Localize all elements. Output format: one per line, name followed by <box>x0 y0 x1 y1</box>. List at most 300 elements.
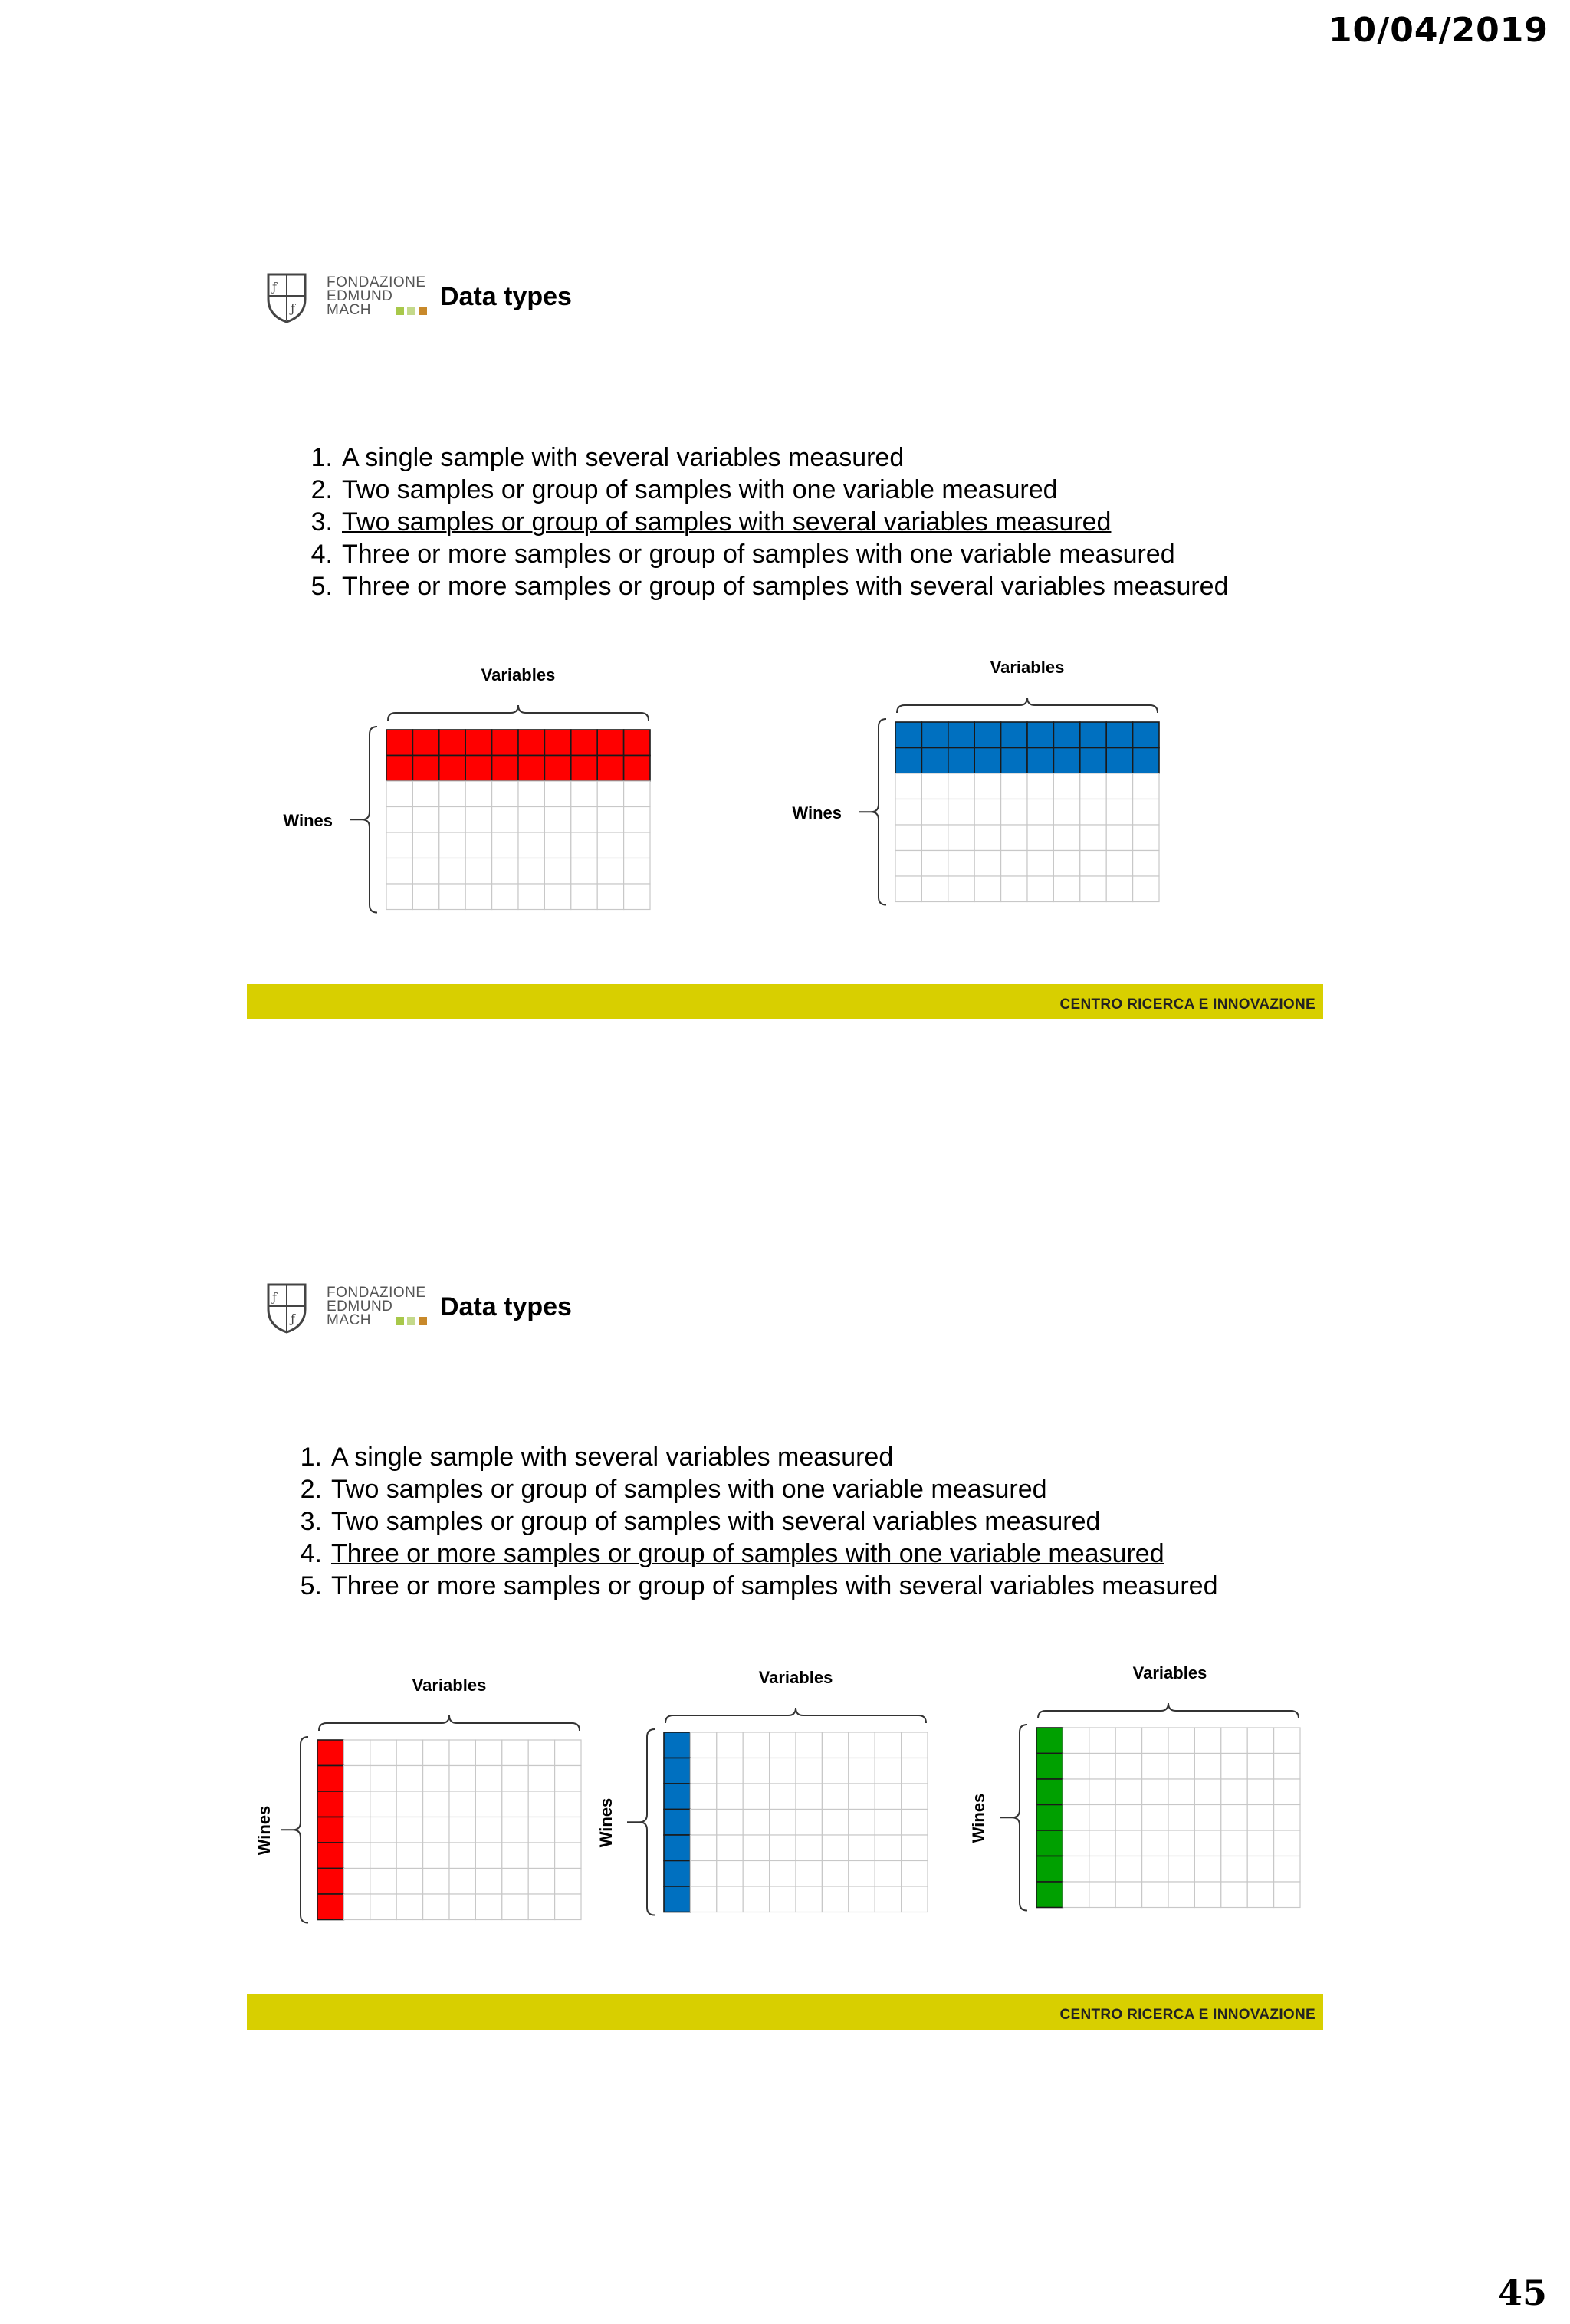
matrix-cell <box>528 1740 554 1766</box>
matrix-cell <box>370 1791 396 1817</box>
matrix-cell-filled <box>412 756 438 782</box>
matrix-cell <box>544 858 570 885</box>
matrix-cell <box>555 1843 581 1869</box>
matrix-cell <box>1168 1805 1194 1831</box>
matrix-cell <box>1194 1728 1220 1754</box>
matrix-cell <box>1089 1882 1115 1908</box>
wines-label: Wines <box>283 811 333 830</box>
footer-bar <box>247 1994 1323 2030</box>
variables-label: Variables <box>1132 1663 1207 1682</box>
matrix-cell <box>1274 1728 1300 1754</box>
matrix-cell-filled <box>317 1894 343 1920</box>
matrix-cell <box>1115 1882 1141 1908</box>
matrix-cell <box>555 1869 581 1895</box>
matrix-cell <box>449 1791 475 1817</box>
matrix-cell-filled <box>1080 748 1106 774</box>
matrix-cell <box>1106 851 1132 877</box>
matrix-cell-filled <box>664 1886 690 1912</box>
matrix-cell <box>1194 1805 1220 1831</box>
matrix-cell-filled <box>1001 722 1027 748</box>
matrix-cell <box>502 1817 528 1843</box>
matrix-cell-filled <box>664 1810 690 1836</box>
matrix-cell <box>1063 1779 1089 1805</box>
matrix-cell <box>343 1791 370 1817</box>
matrix-cell <box>1053 825 1079 851</box>
matrix-cell <box>1080 825 1106 851</box>
matrix-cell <box>343 1817 370 1843</box>
matrix-cell-filled <box>664 1732 690 1758</box>
matrix-cell <box>822 1861 848 1887</box>
matrix-cell <box>796 1810 822 1836</box>
matrix-cell <box>571 884 597 910</box>
matrix-cell <box>528 1894 554 1920</box>
matrix-cell <box>1115 1754 1141 1780</box>
matrix-cell <box>743 1810 769 1836</box>
slide-2-diagrams <box>247 1257 1323 2070</box>
matrix-cell-filled <box>492 756 518 782</box>
matrix-cell <box>439 858 465 885</box>
matrix-cell-filled <box>317 1869 343 1895</box>
list-item: 5. Three or more samples or group of samples with several variables measured <box>310 572 1229 601</box>
wines-brace <box>639 1729 655 1915</box>
matrix-cell <box>544 807 570 833</box>
matrix-cell <box>822 1784 848 1810</box>
matrix-cell <box>849 1861 875 1887</box>
svg-text:ƒ: ƒ <box>291 301 295 316</box>
list-item: 4. Three or more samples or group of samples with one variable measured <box>310 540 1175 569</box>
matrix-cell <box>528 1766 554 1792</box>
matrix-cell <box>544 781 570 807</box>
matrix-cell <box>690 1758 716 1784</box>
matrix-cell <box>502 1843 528 1869</box>
matrix-cell <box>1133 876 1159 902</box>
matrix-cell-filled <box>317 1766 343 1792</box>
matrix-cell <box>717 1835 743 1861</box>
matrix-cell <box>1001 876 1027 902</box>
matrix-cell <box>1142 1754 1168 1780</box>
matrix-cell <box>1115 1728 1141 1754</box>
matrix-cell <box>1106 799 1132 826</box>
matrix-cell-filled <box>571 756 597 782</box>
matrix-cell <box>1142 1779 1168 1805</box>
matrix-cell <box>948 773 974 799</box>
matrix-cell-filled <box>895 748 921 774</box>
matrix-cell <box>1001 773 1027 799</box>
matrix-cell <box>624 858 650 885</box>
matrix-cell <box>370 1766 396 1792</box>
matrix-cell <box>1221 1882 1247 1908</box>
matrix-cell <box>796 1784 822 1810</box>
matrix-cell-filled <box>1036 1779 1063 1805</box>
matrix-cell <box>1001 799 1027 826</box>
matrix-cell <box>796 1861 822 1887</box>
matrix-cell <box>396 1791 422 1817</box>
matrix-cell <box>423 1766 449 1792</box>
matrix-cell <box>449 1766 475 1792</box>
matrix-cell-filled <box>1036 1830 1063 1856</box>
matrix-cell <box>370 1894 396 1920</box>
matrix-cell-filled <box>1036 1754 1063 1780</box>
matrix-cell <box>895 876 921 902</box>
matrix-cell <box>1142 1830 1168 1856</box>
matrix-cell <box>822 1886 848 1912</box>
matrix-cell <box>1063 1882 1089 1908</box>
data-matrix-blue-column <box>627 1708 928 1915</box>
matrix-cell <box>1221 1830 1247 1856</box>
matrix-cell <box>1142 1805 1168 1831</box>
matrix-cell-filled <box>317 1843 343 1869</box>
matrix-cell <box>423 1894 449 1920</box>
matrix-cell <box>449 1817 475 1843</box>
matrix-cell <box>1089 1805 1115 1831</box>
matrix-cell <box>895 851 921 877</box>
matrix-cell <box>492 807 518 833</box>
matrix-cell <box>770 1886 796 1912</box>
matrix-cell <box>492 858 518 885</box>
wines-label: Wines <box>792 803 842 822</box>
matrix-cell <box>423 1791 449 1817</box>
matrix-cell <box>370 1869 396 1895</box>
matrix-cell <box>1142 1728 1168 1754</box>
matrix-cell <box>902 1732 928 1758</box>
matrix-cell <box>1063 1805 1089 1831</box>
matrix-cell <box>386 832 412 858</box>
matrix-cell <box>1247 1882 1273 1908</box>
page-date: 10/04/2019 <box>1328 11 1549 50</box>
matrix-cell-filled <box>664 1758 690 1784</box>
matrix-cell <box>465 858 491 885</box>
matrix-cell <box>475 1740 501 1766</box>
matrix-cell-filled <box>544 756 570 782</box>
matrix-cell-filled <box>1036 1805 1063 1831</box>
matrix-cell <box>475 1869 501 1895</box>
matrix-cell <box>770 1784 796 1810</box>
matrix-cell-filled <box>317 1817 343 1843</box>
matrix-cell <box>555 1791 581 1817</box>
matrix-cell <box>902 1861 928 1887</box>
matrix-cell-filled <box>1036 1856 1063 1883</box>
list-item: 1. A single sample with several variables measured <box>300 1443 894 1472</box>
matrix-cell-filled <box>1053 722 1079 748</box>
matrix-cell <box>439 832 465 858</box>
matrix-cell <box>1194 1779 1220 1805</box>
variables-brace <box>665 1708 926 1723</box>
matrix-cell <box>770 1758 796 1784</box>
matrix-cell <box>597 884 623 910</box>
matrix-cell <box>396 1843 422 1869</box>
matrix-cell <box>1168 1882 1194 1908</box>
matrix-cell-filled <box>571 730 597 756</box>
matrix-cell-filled <box>518 756 544 782</box>
matrix-cell <box>343 1869 370 1895</box>
matrix-cell <box>849 1784 875 1810</box>
matrix-cell-filled <box>386 756 412 782</box>
logo-line-2: EDMUND <box>327 1298 393 1315</box>
matrix-cell-filled <box>492 730 518 756</box>
matrix-cell <box>597 807 623 833</box>
matrix-cell <box>1168 1830 1194 1856</box>
matrix-cell <box>412 807 438 833</box>
matrix-cell <box>518 884 544 910</box>
matrix-cell-filled <box>624 730 650 756</box>
slide-1-diagrams <box>247 247 1323 1059</box>
matrix-cell <box>1106 773 1132 799</box>
matrix-cell <box>1247 1856 1273 1883</box>
matrix-cell <box>690 1732 716 1758</box>
matrix-cell <box>1089 1754 1115 1780</box>
svg-text:ƒ: ƒ <box>291 1311 295 1326</box>
matrix-cell <box>770 1861 796 1887</box>
matrix-cell <box>1274 1830 1300 1856</box>
matrix-cell <box>370 1817 396 1843</box>
matrix-cell <box>1133 773 1159 799</box>
matrix-cell <box>1115 1856 1141 1883</box>
matrix-cell <box>544 832 570 858</box>
matrix-cell <box>1274 1882 1300 1908</box>
matrix-cell <box>475 1894 501 1920</box>
matrix-cell <box>921 773 948 799</box>
matrix-cell <box>974 799 1000 826</box>
matrix-cell <box>449 1869 475 1895</box>
matrix-cell-filled <box>1036 1882 1063 1908</box>
matrix-cell <box>875 1758 901 1784</box>
matrix-cell <box>849 1732 875 1758</box>
svg-text:ƒ: ƒ <box>272 1290 277 1305</box>
matrix-cell <box>895 799 921 826</box>
matrix-cell <box>492 884 518 910</box>
matrix-cell <box>1133 851 1159 877</box>
matrix-cell <box>386 884 412 910</box>
matrix-cell <box>343 1843 370 1869</box>
matrix-cell <box>502 1894 528 1920</box>
matrix-cell <box>1027 825 1053 851</box>
matrix-cell <box>555 1740 581 1766</box>
matrix-cell <box>1142 1856 1168 1883</box>
matrix-cell <box>902 1784 928 1810</box>
matrix-cell <box>449 1843 475 1869</box>
matrix-cell <box>475 1766 501 1792</box>
matrix-cell <box>1168 1779 1194 1805</box>
matrix-cell <box>396 1817 422 1843</box>
matrix-cell-filled <box>974 722 1000 748</box>
matrix-cell <box>449 1740 475 1766</box>
variables-brace <box>388 705 649 721</box>
matrix-cell <box>1115 1805 1141 1831</box>
matrix-cell <box>743 1784 769 1810</box>
matrix-cell <box>948 851 974 877</box>
matrix-cell <box>948 799 974 826</box>
matrix-cell <box>571 832 597 858</box>
matrix-cell <box>1053 876 1079 902</box>
matrix-cell <box>624 781 650 807</box>
data-matrix-red-rows <box>350 705 650 913</box>
matrix-cell <box>849 1835 875 1861</box>
wines-label: Wines <box>255 1805 274 1856</box>
matrix-cell <box>796 1732 822 1758</box>
matrix-cell <box>902 1810 928 1836</box>
matrix-cell <box>1089 1830 1115 1856</box>
matrix-cell-filled <box>1027 722 1053 748</box>
matrix-cell <box>1247 1805 1273 1831</box>
matrix-cell <box>717 1732 743 1758</box>
matrix-cell <box>1221 1754 1247 1780</box>
matrix-cell <box>528 1869 554 1895</box>
matrix-cell <box>1221 1728 1247 1754</box>
matrix-cell <box>849 1810 875 1836</box>
matrix-cell <box>770 1732 796 1758</box>
matrix-cell <box>1063 1728 1089 1754</box>
matrix-cell <box>1247 1728 1273 1754</box>
logo-line-3: MACH <box>327 302 371 318</box>
matrix-cell <box>396 1869 422 1895</box>
matrix-cell <box>875 1861 901 1887</box>
matrix-cell-filled <box>1133 748 1159 774</box>
matrix-cell <box>1115 1830 1141 1856</box>
matrix-cell <box>439 807 465 833</box>
matrix-cell <box>386 781 412 807</box>
variables-label: Variables <box>412 1676 487 1695</box>
matrix-cell <box>1274 1754 1300 1780</box>
matrix-cell-filled <box>317 1791 343 1817</box>
matrix-cell-filled <box>1106 748 1132 774</box>
matrix-cell <box>1168 1856 1194 1883</box>
matrix-cell <box>439 884 465 910</box>
matrix-cell <box>396 1766 422 1792</box>
matrix-cell <box>465 832 491 858</box>
matrix-cell <box>1027 799 1053 826</box>
matrix-cell <box>770 1810 796 1836</box>
matrix-cell <box>1080 851 1106 877</box>
wines-brace <box>293 1737 308 1923</box>
matrix-cell <box>1080 799 1106 826</box>
footer-text: CENTRO RICERCA E INNOVAZIONE <box>1059 996 1315 1013</box>
matrix-cell <box>1194 1882 1220 1908</box>
matrix-cell <box>902 1758 928 1784</box>
matrix-cell <box>423 1817 449 1843</box>
matrix-cell <box>1274 1779 1300 1805</box>
matrix-cell <box>743 1732 769 1758</box>
wines-brace <box>1012 1725 1027 1911</box>
list-item: 2. Two samples or group of samples with one variable measured <box>300 1475 1047 1504</box>
matrix-cell-filled <box>317 1740 343 1766</box>
matrix-cell <box>518 781 544 807</box>
matrix-cell <box>624 807 650 833</box>
matrix-cell-filled <box>1027 748 1053 774</box>
matrix-cell <box>1053 851 1079 877</box>
slide-title: Data types <box>440 1292 572 1321</box>
footer-bar <box>247 984 1323 1019</box>
matrix-cell <box>1221 1779 1247 1805</box>
matrix-cell-filled <box>921 722 948 748</box>
matrix-cell <box>1106 825 1132 851</box>
matrix-cell <box>796 1758 822 1784</box>
matrix-cell-filled <box>518 730 544 756</box>
matrix-cell <box>875 1732 901 1758</box>
matrix-cell <box>921 825 948 851</box>
matrix-cell <box>743 1835 769 1861</box>
matrix-cell <box>597 781 623 807</box>
matrix-cell <box>690 1810 716 1836</box>
data-matrix-red-column <box>281 1715 581 1923</box>
matrix-cell <box>502 1766 528 1792</box>
data-matrix-green-column <box>1000 1703 1300 1911</box>
matrix-cell-filled <box>597 730 623 756</box>
matrix-cell <box>1115 1779 1141 1805</box>
matrix-cell <box>1194 1754 1220 1780</box>
matrix-cell <box>423 1869 449 1895</box>
matrix-cell <box>571 858 597 885</box>
matrix-cell <box>439 781 465 807</box>
matrix-cell-filled <box>544 730 570 756</box>
matrix-cell <box>1142 1882 1168 1908</box>
matrix-cell-filled <box>1001 748 1027 774</box>
matrix-cell <box>902 1835 928 1861</box>
matrix-cell <box>396 1740 422 1766</box>
variables-label: Variables <box>758 1668 833 1687</box>
matrix-cell <box>974 876 1000 902</box>
matrix-cell <box>555 1894 581 1920</box>
matrix-cell <box>1027 851 1053 877</box>
list-item: 3. Two samples or group of samples with several variables measured <box>300 1507 1101 1536</box>
matrix-cell <box>690 1835 716 1861</box>
matrix-cell <box>822 1835 848 1861</box>
matrix-cell-filled <box>974 748 1000 774</box>
matrix-cell <box>465 807 491 833</box>
matrix-cell <box>343 1894 370 1920</box>
matrix-cell <box>895 825 921 851</box>
logo-line-2: EDMUND <box>327 288 393 304</box>
matrix-cell <box>875 1810 901 1836</box>
matrix-cell <box>343 1740 370 1766</box>
matrix-cell <box>822 1732 848 1758</box>
matrix-cell <box>743 1861 769 1887</box>
matrix-cell <box>343 1766 370 1792</box>
matrix-cell <box>528 1843 554 1869</box>
matrix-cell-filled <box>1036 1728 1063 1754</box>
matrix-cell-filled <box>465 730 491 756</box>
matrix-cell <box>386 807 412 833</box>
matrix-cell <box>571 807 597 833</box>
list-item: 2. Two samples or group of samples with one variable measured <box>310 475 1058 504</box>
matrix-cell <box>1247 1779 1273 1805</box>
slide-2 <box>247 1257 1323 2070</box>
matrix-cell <box>386 858 412 885</box>
matrix-cell <box>921 851 948 877</box>
matrix-cell <box>528 1817 554 1843</box>
matrix-cell-filled <box>921 748 948 774</box>
matrix-cell-filled <box>948 748 974 774</box>
matrix-cell-filled <box>439 756 465 782</box>
matrix-cell <box>921 876 948 902</box>
matrix-cell <box>396 1894 422 1920</box>
matrix-cell-filled <box>465 756 491 782</box>
matrix-cell <box>1168 1754 1194 1780</box>
matrix-cell-filled <box>664 1861 690 1887</box>
matrix-cell <box>544 884 570 910</box>
matrix-cell <box>518 858 544 885</box>
matrix-cell <box>412 858 438 885</box>
matrix-cell <box>1080 773 1106 799</box>
matrix-cell <box>974 825 1000 851</box>
matrix-cell <box>465 781 491 807</box>
matrix-cell <box>412 884 438 910</box>
matrix-cell <box>875 1886 901 1912</box>
matrix-cell <box>770 1835 796 1861</box>
matrix-cell <box>624 884 650 910</box>
variables-label: Variables <box>481 665 556 684</box>
matrix-cell <box>1089 1856 1115 1883</box>
data-matrix-blue-rows <box>859 698 1159 905</box>
